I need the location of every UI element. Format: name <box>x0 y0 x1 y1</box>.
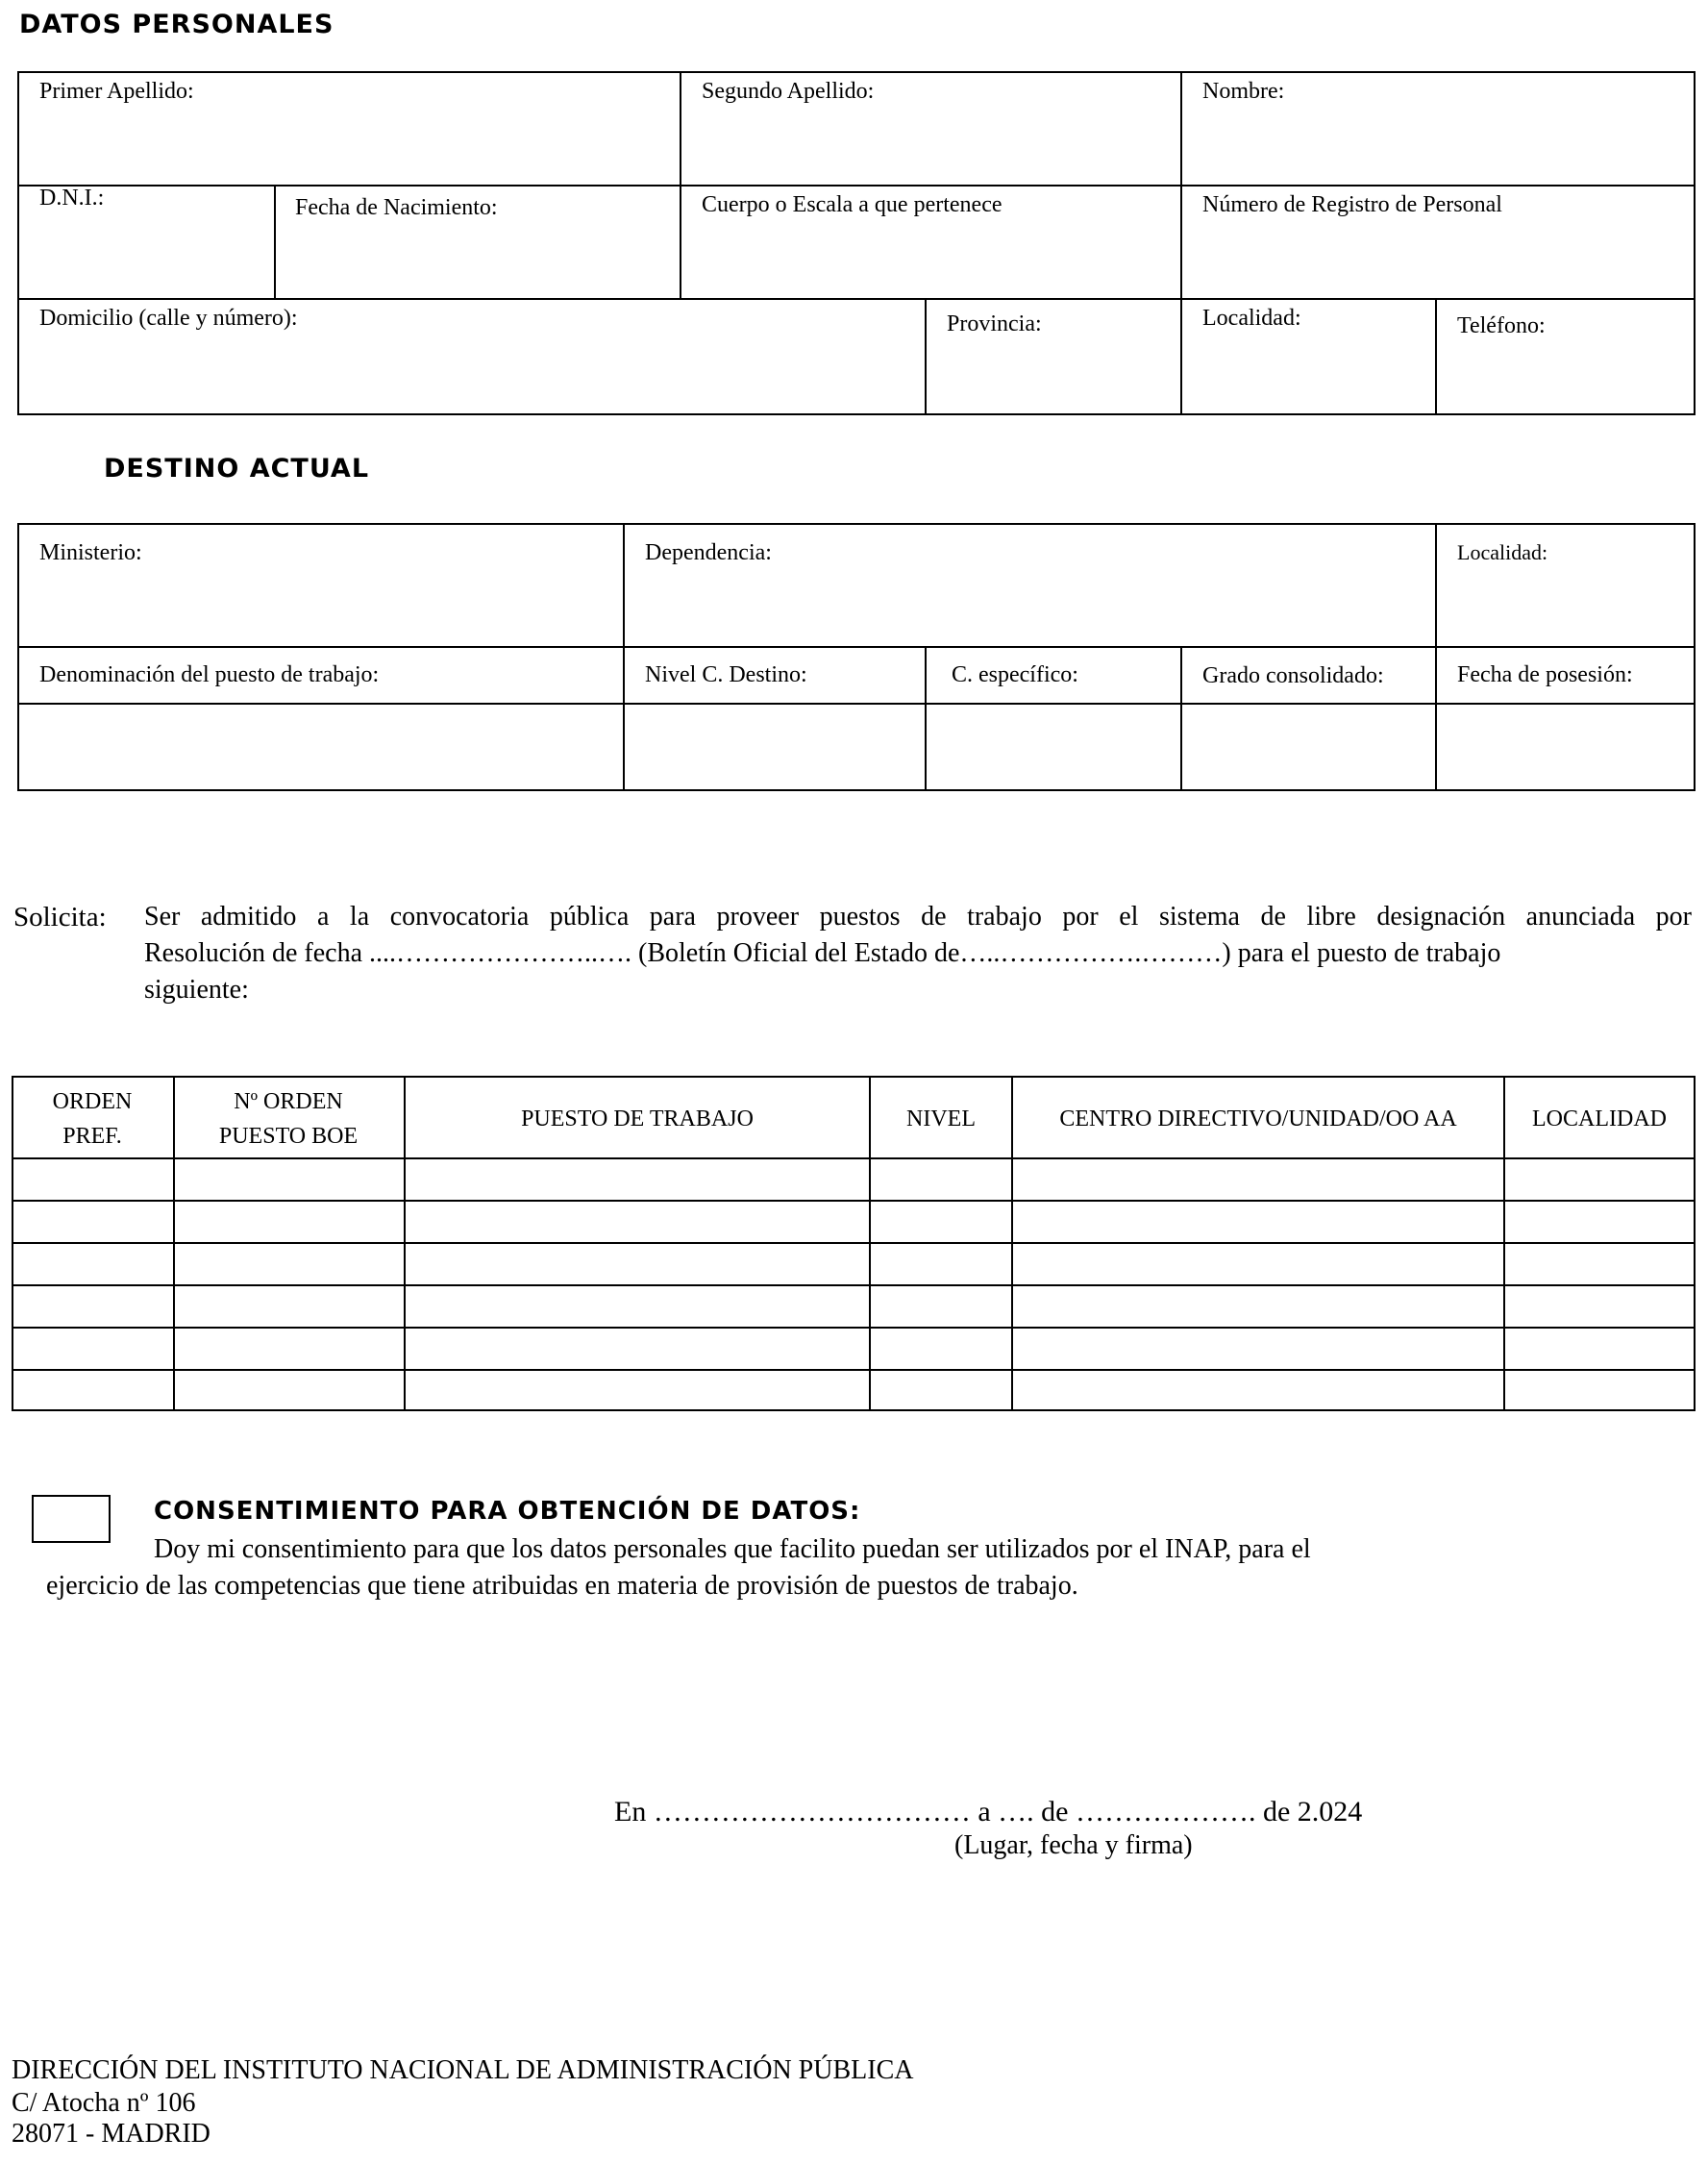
table-cell[interactable] <box>409 1334 867 1367</box>
field-localidad[interactable] <box>1184 342 1433 411</box>
label-fecha-posesion: Fecha de posesión: <box>1457 662 1633 687</box>
field-fecha-nacimiento[interactable] <box>278 231 678 296</box>
label-dni: D.N.I.: <box>39 186 105 211</box>
label-cuerpo-escala: Cuerpo o Escala a que pertenece <box>702 192 1003 217</box>
table-cell[interactable] <box>177 1165 402 1198</box>
label-localidad: Localidad: <box>1202 306 1301 331</box>
signature-line: En …………………………… a …. de ………………. de 2.024 <box>614 1796 1363 1827</box>
table-cell[interactable] <box>17 1165 169 1198</box>
table-cell[interactable] <box>409 1377 867 1409</box>
signature-caption: (Lugar, fecha y firma) <box>954 1830 1193 1860</box>
table-cell[interactable] <box>177 1334 402 1367</box>
field-primer-apellido[interactable] <box>21 110 678 183</box>
footer-institution: DIRECCIÓN DEL INSTITUTO NACIONAL DE ADMINISTRACIÓN PÚBLICA <box>12 2055 914 2085</box>
solicita-line-1: Ser admitido a la convocatoria pública para proveer puestos de trabajo por el sistema de libre designación anunciada por <box>144 902 1692 932</box>
label-nombre: Nombre: <box>1202 79 1285 104</box>
table-cell[interactable] <box>17 1250 169 1282</box>
table-cell[interactable] <box>875 1292 1009 1325</box>
table-cell[interactable] <box>875 1377 1009 1409</box>
footer-address: C/ Atocha nº 106 <box>12 2088 196 2118</box>
consent-checkbox[interactable] <box>32 1495 111 1543</box>
table-cell[interactable] <box>1509 1250 1690 1282</box>
table-cell[interactable] <box>409 1165 867 1198</box>
consent-heading: CONSENTIMIENTO PARA OBTENCIÓN DE DATOS: <box>154 1497 861 1526</box>
field-denominacion-puesto[interactable] <box>21 707 621 787</box>
solicita-line-2: Resolución de fecha ....…………………..…. (Boletín Oficial del Estado de…..…………….………) para el puesto de trabajo <box>144 938 1501 968</box>
table-cell[interactable] <box>1509 1165 1690 1198</box>
field-telefono[interactable] <box>1439 348 1692 411</box>
table-cell[interactable] <box>177 1377 402 1409</box>
th-orden-pref: ORDEN PREF. <box>52 1089 133 1149</box>
footer-city: 28071 - MADRID <box>12 2119 210 2149</box>
label-provincia: Provincia: <box>947 311 1042 336</box>
field-ministerio[interactable] <box>21 577 621 644</box>
label-localidad-destino: Localidad: <box>1457 540 1548 564</box>
field-dni[interactable] <box>21 225 272 296</box>
field-grado-consolidado[interactable] <box>1184 707 1433 787</box>
field-nrp[interactable] <box>1184 231 1692 296</box>
table-cell[interactable] <box>875 1250 1009 1282</box>
solicita-label: Solicita: <box>13 902 107 932</box>
label-telefono: Teléfono: <box>1457 313 1546 338</box>
label-grado-consolidado: Grado consolidado: <box>1202 663 1384 688</box>
label-denominacion-puesto: Denominación del puesto de trabajo: <box>39 662 380 687</box>
table-cell[interactable] <box>875 1207 1009 1240</box>
label-segundo-apellido: Segundo Apellido: <box>702 79 875 104</box>
field-localidad-destino[interactable] <box>1439 577 1692 644</box>
field-cuerpo-escala[interactable] <box>683 231 1178 296</box>
label-nrp: Número de Registro de Personal <box>1202 192 1502 217</box>
consent-line-1: Doy mi consentimiento para que los datos personales que facilito puedan ser utilizados por el INAP, para el <box>154 1534 1311 1564</box>
table-cell[interactable] <box>177 1207 402 1240</box>
table-cell[interactable] <box>17 1334 169 1367</box>
table-cell[interactable] <box>1017 1377 1501 1409</box>
table-cell[interactable] <box>409 1207 867 1240</box>
label-nivel-c-destino: Nivel C. Destino: <box>645 662 807 687</box>
table-cell[interactable] <box>875 1165 1009 1198</box>
table-cell[interactable] <box>1017 1334 1501 1367</box>
label-ministerio: Ministerio: <box>39 540 142 565</box>
field-dependencia[interactable] <box>627 577 1433 644</box>
table-cell[interactable] <box>1509 1207 1690 1240</box>
consent-line-2: ejercicio de las competencias que tiene atribuidas en materia de provisión de puestos de trabajo. <box>46 1571 1078 1601</box>
field-provincia[interactable] <box>928 346 1178 411</box>
field-domicilio[interactable] <box>21 342 923 411</box>
table-cell[interactable] <box>1509 1377 1690 1409</box>
table-cell[interactable] <box>1017 1292 1501 1325</box>
table-cell[interactable] <box>409 1292 867 1325</box>
label-fecha-nacimiento: Fecha de Nacimiento: <box>295 195 498 220</box>
table-cell[interactable] <box>1509 1334 1690 1367</box>
table-cell[interactable] <box>1017 1250 1501 1282</box>
field-nombre[interactable] <box>1184 110 1692 183</box>
label-dependencia: Dependencia: <box>645 540 772 565</box>
table-cell[interactable] <box>17 1377 169 1409</box>
field-segundo-apellido[interactable] <box>683 110 1178 183</box>
th-nivel: NIVEL <box>906 1106 976 1131</box>
table-cell[interactable] <box>409 1250 867 1282</box>
table-cell[interactable] <box>17 1292 169 1325</box>
solicita-line-3: siguiente: <box>144 975 249 1005</box>
th-centro-directivo: CENTRO DIRECTIVO/UNIDAD/OO AA <box>1059 1106 1457 1131</box>
table-cell[interactable] <box>1017 1207 1501 1240</box>
table-cell[interactable] <box>875 1334 1009 1367</box>
table-cell[interactable] <box>1509 1292 1690 1325</box>
field-nivel-c-destino[interactable] <box>627 707 923 787</box>
field-c-especifico[interactable] <box>928 707 1178 787</box>
table-cell[interactable] <box>1017 1165 1501 1198</box>
label-domicilio: Domicilio (calle y número): <box>39 306 298 331</box>
label-primer-apellido: Primer Apellido: <box>39 79 194 104</box>
section-title-destino-actual: DESTINO ACTUAL <box>104 454 370 484</box>
table-cell[interactable] <box>177 1250 402 1282</box>
th-puesto-trabajo: PUESTO DE TRABAJO <box>521 1106 754 1131</box>
section-title-datos-personales: DATOS PERSONALES <box>19 10 334 39</box>
field-fecha-posesion[interactable] <box>1439 707 1692 787</box>
table-cell[interactable] <box>177 1292 402 1325</box>
th-orden-boe: Nº ORDEN PUESTO BOE <box>218 1089 359 1149</box>
table-cell[interactable] <box>17 1207 169 1240</box>
th-localidad: LOCALIDAD <box>1532 1106 1667 1131</box>
label-c-especifico: C. específico: <box>952 662 1078 687</box>
